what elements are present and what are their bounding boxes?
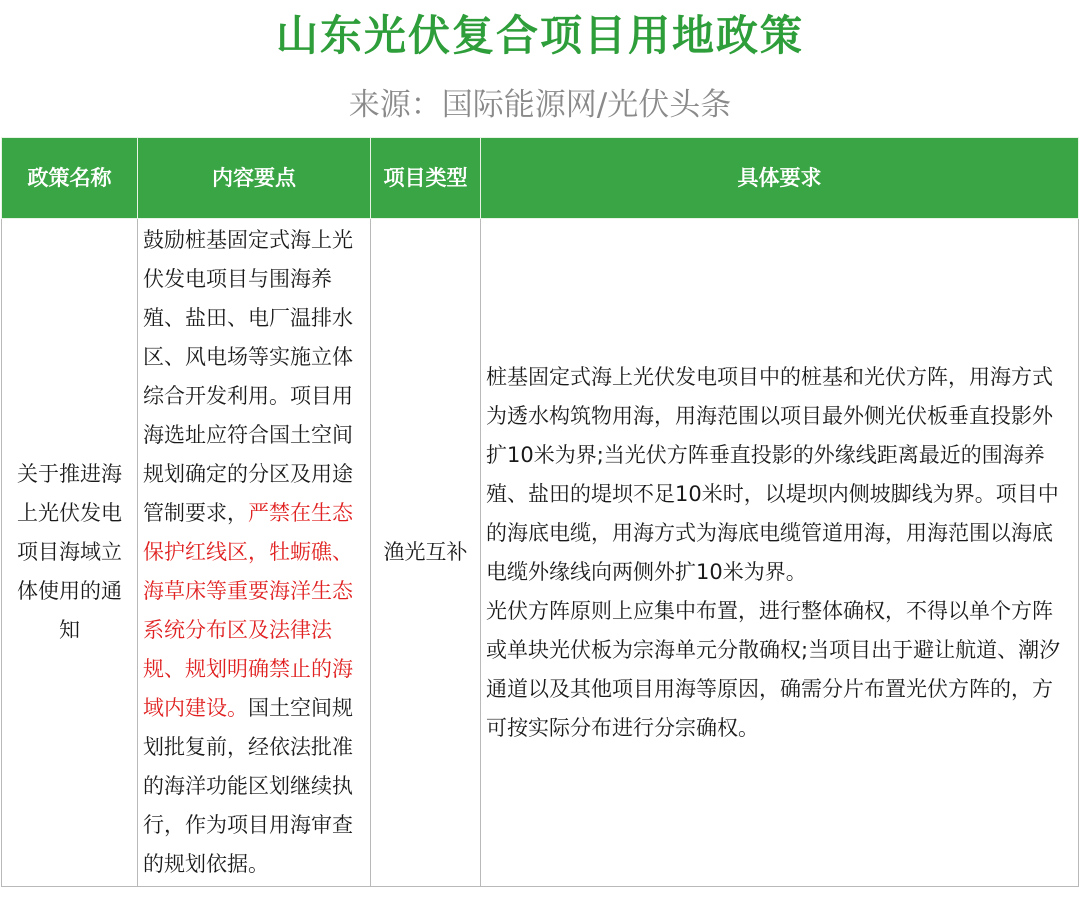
header-content-points: 内容要点 [138,138,371,219]
policy-name-cell: 关于推进海上光伏发电项目海域立体使用的通知 [2,219,138,887]
points-text: 鼓励桩基固定式海上光伏发电项目与围海养殖、盐田、电厂温排水区、风电场等实施立体综合开发利用。项目用海选址应符合国土空间规划确定的分区及用途管制要求， [143,228,353,525]
points-highlight-text: 严禁在生态保护红线区，牡蛎礁、海草床等重要海洋生态系统分布区及法律法规、规划明确禁止的海域内建设。 [143,501,353,720]
points-text-end: 国土空间规划批复前，经依法批准的海洋功能区划继续执行，作为项目用海审查的规划依据。 [143,696,353,876]
content-points-cell [138,219,371,887]
requirements-cell [481,219,1079,887]
table-row [2,219,1079,887]
policy-table [1,137,1079,887]
project-type-cell: 渔光互补 [371,219,481,887]
source-subtitle: 来源：国际能源网/光伏头条 [348,87,732,123]
requirements-paragraph-2: 光伏方阵原则上应集中布置，进行整体确权，不得以单个方阵或单块光伏板为宗海单元分散确权;当项目出于避让航道、潮汐通道以及其他项目用海等原因，确需分片布置光伏方阵的，方可按实际分布进行分宗确权。 [486,598,1061,740]
header-project-type: 项目类型 [371,138,481,219]
header-policy-name: 政策名称 [2,138,138,219]
requirements-paragraph-1: 桩基固定式海上光伏发电项目中的桩基和光伏方阵，用海方式为透水构筑物用海，用海范围以项目最外侧光伏板垂直投影外扩10米为界;当光伏方阵垂直投影的外缘线距离最近的围海养殖、盐田的堤坝不足10米时，以堤坝内侧坡脚线为界。项目中的海底电缆，用海方式为海底电缆管道用海，用海范围以海底电缆外缘线向两侧外扩10米为界。 [486,364,1059,584]
page-title: 山东光伏复合项目用地政策 [275,11,804,60]
header-requirements: 具体要求 [481,138,1079,219]
table-header-row [2,138,1079,219]
